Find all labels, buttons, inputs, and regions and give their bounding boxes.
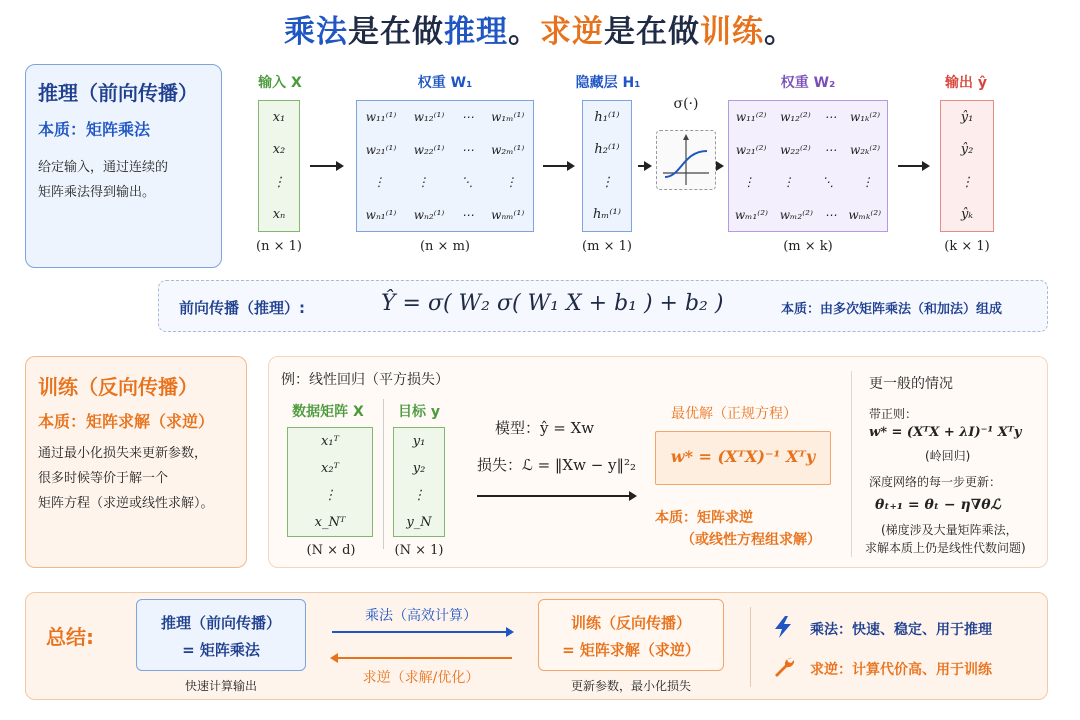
data-row: x_Nᵀ [314,515,346,530]
output-cell: ⋮ [960,174,974,190]
deep-note-2: 求解本质上仍是线性代数问题) [865,541,1026,555]
matrix-cell: ⋱ [821,175,834,190]
summary-item-multiply: 乘法：快速、稳定、用于推理 [810,622,992,638]
w2-row [729,110,887,124]
formula-note: 本质：由多次矩阵乘法（和加法）组成 [781,302,1003,317]
matrix-cell: w₂ₘ⁽¹⁾ [491,142,525,157]
matrix-cell: ⋯ [824,207,837,222]
matrix-cell: wₘ₂⁽²⁾ [779,207,813,222]
summary-training-line-2: = 矩阵求解（求逆） [562,641,700,659]
optimal-note-1: 本质：矩阵求逆 [655,510,753,526]
w2-row [729,175,887,189]
summary-label: 总结: [46,625,94,649]
sigmoid-icon [657,131,715,189]
w1-row [357,175,533,189]
data-matrix-label: 数据矩阵 X [292,404,364,420]
matrix-cell: w₂₂⁽¹⁾ [413,142,445,157]
data-row: x₂ᵀ [320,461,339,476]
data-row: ⋮ [323,488,337,503]
matrix-cell: w₁₂⁽¹⁾ [413,110,445,125]
w1-matrix [356,100,534,232]
matrix-cell: wₙₘ⁽¹⁾ [491,207,525,222]
matrix-cell: w₁₂⁽²⁾ [780,110,811,125]
matrix-cell: ⋮ [742,175,755,190]
matrix-cell: w₂₁⁽²⁾ [735,142,767,157]
general-divider [851,371,852,557]
hidden-cell: hₘ⁽¹⁾ [593,207,621,223]
target-label: 目标 y [398,404,440,420]
w1-row [357,110,533,124]
w2-row [729,143,887,157]
input-cell: x₂ [272,142,286,158]
example-title: 例：线性回归（平方损失） [281,372,449,388]
arrow-bottom-label: 求逆（求解/优化） [362,670,480,686]
loss-text: 损失：ℒ = ‖Xw − y‖²₂ [477,456,637,474]
lightning-icon [772,615,794,643]
arrow-h-sigma [638,165,650,167]
data-row: x₁ᵀ [320,434,339,449]
output-cell: ŷ₁ [960,109,974,125]
matrix-cell: w₂ₖ⁽²⁾ [849,142,881,157]
deep-formula: θₜ₊₁ = θₜ − η∇θℒ [875,497,1001,513]
training-heading: 训练（反向传播） [38,375,198,399]
matrix-cell: w₁₁⁽²⁾ [735,110,767,125]
target-vector [393,427,445,537]
arrow-w2-y [898,165,928,167]
output-label: 输出 ŷ [945,75,987,91]
forward-heading: 推理（前向传播） [38,81,198,105]
arrow-left [332,657,512,659]
wrench-icon [772,655,796,683]
output-cell: ŷₖ [960,207,974,223]
deep-note-1: (梯度涉及大量矩阵乘法， [881,523,1018,537]
target-cell: y₁ [412,434,426,449]
summary-training-box [538,599,724,671]
optimal-note-2: （或线性方程组求解） [681,532,821,548]
forward-card [25,64,222,268]
matrix-cell: wₙ₁⁽¹⁾ [365,207,397,222]
matrix-cell: wₙ₂⁽¹⁾ [413,207,445,222]
dim-label: (m × 1) [582,239,632,254]
reg-formula: w* = (XᵀX + λI)⁻¹ Xᵀy [869,425,1022,440]
deep-label: 深度网络的每一步更新： [869,475,1002,489]
general-title: 更一般的情况 [869,376,953,392]
matrix-cell: ⋮ [861,175,874,190]
arrow-to-solution [477,495,635,497]
training-desc-3: 矩阵方程（求逆或线性求解）。 [38,496,214,511]
sigma-label: σ(·) [673,96,699,112]
output-vector [940,100,994,232]
dim-label: (n × 1) [256,239,302,254]
hidden-cell: ⋮ [600,174,614,190]
dim-label: (N × 1) [394,543,444,558]
dim-label: (k × 1) [944,239,990,254]
w1-row [357,208,533,222]
model-text: 模型：ŷ = Xw [495,419,595,437]
arrow-sigma-w2 [718,165,722,167]
summary-forward-line-1: 推理（前向传播） [160,614,281,632]
summary-item-inverse: 求逆：计算代价高、用于训练 [810,662,992,678]
reg-name: (岭回归) [925,449,971,463]
matrix-cell: ⋮ [782,175,795,190]
arrow-top-label: 乘法（高效计算） [365,608,477,624]
input-cell: ⋮ [272,174,286,190]
forward-formula: Ŷ = σ( W₂ σ( W₁ X + b₁ ) + b₂ ) [381,291,724,316]
summary-divider [750,607,751,687]
training-desc-2: 很多时候等价于解一个 [38,471,169,486]
training-essence: 本质：矩阵求解（求逆） [38,412,215,431]
dim-label: (m × k) [783,239,833,254]
matrix-cell: w₂₁⁽¹⁾ [365,142,397,157]
matrix-cell: ⋯ [461,110,474,125]
matrix-cell: ⋯ [461,142,474,157]
output-cell: ŷ₂ [960,142,974,158]
optimal-title: 最优解（正规方程） [671,406,797,422]
matrix-cell: w₁₁⁽¹⁾ [365,110,397,125]
optimal-formula: w* = (XᵀX)⁻¹ Xᵀy [655,431,831,485]
matrix-cell: ⋯ [824,110,837,125]
example-divider [383,399,384,549]
matrix-cell: ⋮ [373,175,385,190]
training-card [25,356,247,568]
summary-forward-line-2: = 矩阵乘法 [182,641,260,659]
target-cell: y₂ [412,461,426,476]
input-cell: x₁ [272,109,286,125]
matrix-cell: ⋯ [824,142,837,157]
reg-label: 带正则： [869,407,918,421]
summary-panel [25,592,1048,700]
example-panel [268,356,1048,568]
summary-forward-box [136,599,306,671]
arrow-x-w1 [310,165,342,167]
hidden-vector [582,100,632,232]
forward-desc-2: 矩阵乘法得到输出。 [38,185,156,200]
arrow-right [332,631,512,633]
matrix-cell: wₘₖ⁽²⁾ [848,207,882,222]
arrow-w1-h [543,165,573,167]
forward-essence: 本质：矩阵乘法 [38,120,151,139]
input-label: 输入 X [258,75,302,91]
matrix-cell: ⋮ [505,175,517,190]
target-cell: y_N [406,515,432,530]
hidden-cell: h₂⁽¹⁾ [594,142,620,158]
matrix-cell: w₁ₖ⁽²⁾ [849,110,881,125]
summary-training-caption: 更新参数，最小化损失 [570,679,691,693]
page-title: 乘法是在做推理。求逆是在做训练。 [284,14,796,50]
forward-desc-1: 给定输入，通过连续的 [38,160,169,175]
w1-row [357,143,533,157]
dim-label: (N × d) [306,543,356,558]
input-vector [258,100,300,232]
input-cell: xₙ [272,207,286,223]
matrix-cell: wₘ₁⁽²⁾ [734,207,769,222]
activation-box [656,130,716,190]
summary-training-line-1: 训练（反向传播） [570,614,691,632]
formula-label: 前向传播（推理）: [179,299,305,317]
dim-label: (n × m) [419,239,470,254]
w2-matrix [728,100,888,232]
target-cell: ⋮ [412,488,426,503]
w1-label: 权重 W₁ [417,75,473,91]
matrix-cell: w₁ₘ⁽¹⁾ [491,110,525,125]
hidden-cell: h₁⁽¹⁾ [594,109,620,125]
matrix-cell: w₂₂⁽²⁾ [780,142,811,157]
data-matrix [287,427,373,537]
matrix-cell: ⋱ [461,175,473,190]
training-desc-1: 通过最小化损失来更新参数， [38,446,208,461]
matrix-cell: ⋯ [461,207,474,222]
hidden-label: 隐藏层 H₁ [575,75,641,91]
forward-formula-bar [158,280,1048,332]
matrix-cell: ⋮ [417,175,429,190]
w2-row [729,208,887,222]
summary-forward-caption: 快速计算输出 [184,679,257,693]
w2-label: 权重 W₂ [780,75,836,91]
